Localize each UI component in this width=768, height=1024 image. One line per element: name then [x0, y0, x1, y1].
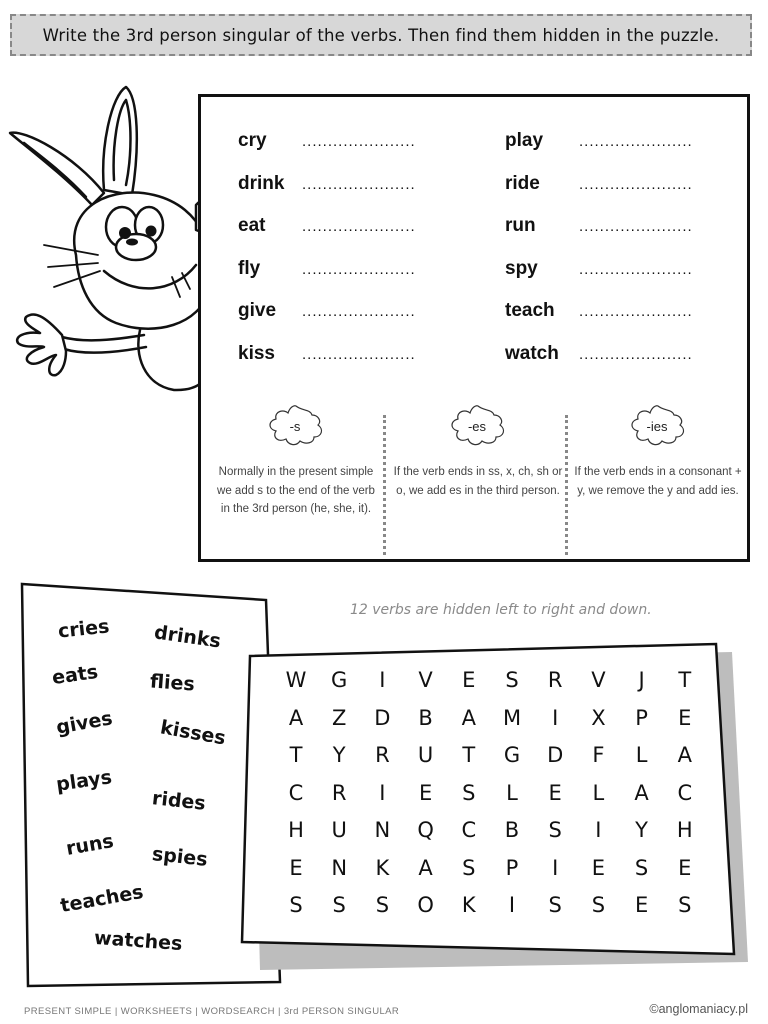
verb-word: fly [238, 257, 261, 279]
grid-letter[interactable]: V [418, 668, 433, 692]
grid-letter[interactable]: H [676, 818, 693, 842]
leaf-icon [448, 403, 508, 449]
grid-letter[interactable]: U [331, 818, 347, 842]
answer-blank[interactable]: ...................... [302, 303, 416, 320]
verb-row [505, 215, 693, 237]
wordsearch-card [238, 642, 753, 972]
verb-word: play [505, 130, 544, 151]
verb-row [505, 258, 693, 280]
grid-letter[interactable]: Z [331, 705, 347, 730]
grid-letter[interactable]: R [331, 780, 347, 805]
grid-letter[interactable]: G [331, 668, 348, 692]
answer-blank[interactable]: ...................... [579, 218, 693, 235]
verb-word: spy [505, 257, 538, 279]
answer-word: rides [150, 787, 207, 815]
verb-row [505, 343, 693, 365]
answer-blank[interactable]: ...................... [579, 175, 693, 193]
verb-row [238, 258, 416, 280]
grid-letter[interactable]: A [461, 705, 476, 730]
grid-letter[interactable]: I [508, 893, 516, 917]
grid-letter[interactable]: E [591, 855, 606, 880]
grid-letter[interactable]: F [592, 743, 605, 767]
rule-es [393, 403, 563, 553]
grid-letter[interactable]: C [288, 780, 304, 805]
grid-letter[interactable]: Y [332, 743, 346, 767]
grid-letter[interactable]: E [462, 668, 476, 692]
rule-text: If the verb ends in ss, x, ch, sh or o, we add es in the third person. [393, 466, 563, 497]
verb-row [238, 173, 416, 195]
grid-letter[interactable]: Y [635, 818, 648, 842]
grid-letter[interactable]: A [418, 855, 433, 880]
grid-letter[interactable]: S [591, 893, 606, 917]
grid-letter[interactable]: K [375, 855, 390, 880]
answer-word: runs [64, 830, 116, 860]
grid-letter[interactable]: J [638, 668, 645, 692]
grid-letter[interactable]: Q [417, 818, 434, 842]
verb-word: watch [505, 342, 559, 364]
grid-letter[interactable]: C [677, 780, 693, 805]
verb-word: drink [238, 172, 285, 194]
grid-letter[interactable]: A [634, 780, 649, 805]
answer-word: spies [151, 843, 209, 871]
grid-letter[interactable]: I [552, 705, 559, 730]
grid-letter[interactable]: S [332, 893, 346, 917]
grid-letter[interactable]: B [504, 818, 520, 842]
answer-word: plays [54, 766, 114, 796]
grid-letter[interactable]: L [506, 780, 518, 805]
answer-word: watches [93, 926, 184, 956]
grid-letter[interactable]: E [289, 855, 303, 880]
answer-word: drinks [152, 621, 223, 653]
grid-letter[interactable]: S [548, 818, 562, 842]
rabbit-illustration [4, 85, 224, 395]
rule-text: If the verb ends in a consonant + y, we remove the y and add ies. [574, 466, 742, 497]
verb-word: kiss [238, 342, 275, 364]
grid-letter[interactable]: E [678, 705, 692, 730]
answer-blank[interactable]: ...................... [579, 260, 693, 278]
grid-letter[interactable]: H [288, 818, 304, 842]
verb-row [238, 130, 416, 152]
verb-row [505, 130, 693, 152]
answer-blank[interactable]: ...................... [302, 345, 416, 363]
answer-blank[interactable]: ...................... [579, 303, 693, 320]
verb-row [505, 173, 693, 195]
rule-ending-label: -ies [646, 419, 668, 434]
rule-s [211, 403, 381, 553]
answer-word: cries [56, 615, 111, 643]
footer-copyright: ©anglomaniacy.pl [649, 1002, 748, 1016]
answer-blank[interactable]: ...................... [579, 345, 693, 363]
rule-ending-label: -s [289, 419, 301, 434]
grid-letter[interactable]: I [552, 855, 559, 880]
grid-letter[interactable]: O [417, 893, 434, 917]
grid-letter[interactable]: I [379, 780, 386, 805]
puzzle-hint: 12 verbs are hidden left to right and down. [350, 602, 652, 618]
verb-row [238, 343, 416, 365]
grid-letter[interactable]: E [548, 780, 562, 805]
answer-word: eats [50, 660, 100, 690]
grid-letter[interactable]: P [505, 855, 519, 880]
answer-blank[interactable]: ...................... [302, 133, 416, 150]
verb-exercise-box [198, 94, 750, 562]
answer-word: gives [54, 707, 115, 739]
grid-letter[interactable]: S [548, 893, 562, 917]
grid-letter[interactable]: S [375, 893, 390, 917]
grid-letter[interactable]: I [379, 668, 386, 692]
answer-blank[interactable]: ...................... [302, 260, 416, 278]
grid-letter[interactable]: S [289, 893, 303, 917]
footer-breadcrumb: PRESENT SIMPLE | WORKSHEETS | WORDSEARCH | 3rd PERSON SINGULAR [24, 1006, 400, 1017]
rule-ending-label: -es [467, 419, 487, 434]
grid-letter[interactable]: P [635, 705, 648, 730]
grid-letter[interactable]: S [462, 780, 476, 805]
answer-word: flies [149, 670, 196, 696]
rules-section [201, 403, 747, 559]
grid-letter[interactable]: M [502, 705, 522, 730]
leaf-icon [628, 403, 688, 449]
verb-row [505, 300, 693, 322]
grid-letter[interactable]: A [288, 705, 304, 730]
grid-letter[interactable]: T [289, 743, 303, 767]
grid-letter[interactable]: E [418, 780, 433, 805]
grid-letter[interactable]: V [591, 668, 606, 692]
verb-word: ride [505, 172, 540, 194]
grid-letter[interactable]: S [634, 855, 649, 880]
verb-row [238, 300, 416, 322]
answer-blank[interactable]: ...................... [302, 175, 416, 193]
divider [383, 415, 386, 555]
grid-letter[interactable]: I [595, 818, 602, 842]
grid-letter[interactable]: N [374, 818, 391, 842]
grid-letter[interactable]: R [547, 668, 563, 692]
grid-letter[interactable]: X [591, 705, 606, 730]
grid-letter[interactable]: K [461, 893, 476, 917]
grid-letter[interactable]: C [461, 818, 477, 842]
grid-letter[interactable]: N [331, 855, 348, 880]
rule-ies [573, 403, 743, 553]
leaf-icon [266, 403, 326, 449]
instruction-banner [10, 14, 752, 56]
verb-word: eat [238, 215, 266, 236]
answer-word: teaches [58, 880, 146, 918]
answer-blank[interactable]: ...................... [579, 133, 693, 150]
grid-letter[interactable]: B [418, 705, 433, 730]
divider [565, 415, 568, 555]
grid-letter[interactable]: A [677, 743, 692, 767]
rule-text: Normally in the present simple we add s to the end of the verb in the 3rd person (he, she, it). [217, 466, 375, 515]
grid-letter[interactable]: G [503, 743, 521, 767]
grid-letter[interactable]: S [505, 668, 519, 692]
grid-letter[interactable]: D [374, 705, 391, 730]
grid-letter[interactable]: R [375, 743, 390, 767]
grid-letter[interactable]: E [634, 893, 649, 917]
grid-letter[interactable]: D [547, 743, 564, 767]
verb-word: run [505, 215, 536, 236]
grid-letter[interactable]: T [462, 743, 476, 767]
verb-word: give [238, 300, 277, 321]
grid-letter[interactable]: W [285, 668, 307, 692]
answer-word: kisses [158, 716, 228, 750]
answer-blank[interactable]: ...................... [302, 218, 416, 235]
grid-letter[interactable]: S [462, 855, 476, 880]
grid-letter[interactable]: L [635, 743, 648, 767]
grid-letter[interactable]: E [678, 855, 692, 880]
grid-letter[interactable]: T [678, 668, 692, 692]
instruction-text: Write the 3rd person singular of the verbs. Then find them hidden in the puzzle. [42, 25, 720, 45]
grid-letter[interactable]: U [417, 743, 434, 767]
verb-word: teach [505, 300, 555, 321]
verb-row [238, 215, 416, 237]
verb-word: cry [238, 130, 267, 151]
grid-letter[interactable]: L [592, 780, 605, 805]
grid-letter[interactable]: S [678, 893, 692, 917]
